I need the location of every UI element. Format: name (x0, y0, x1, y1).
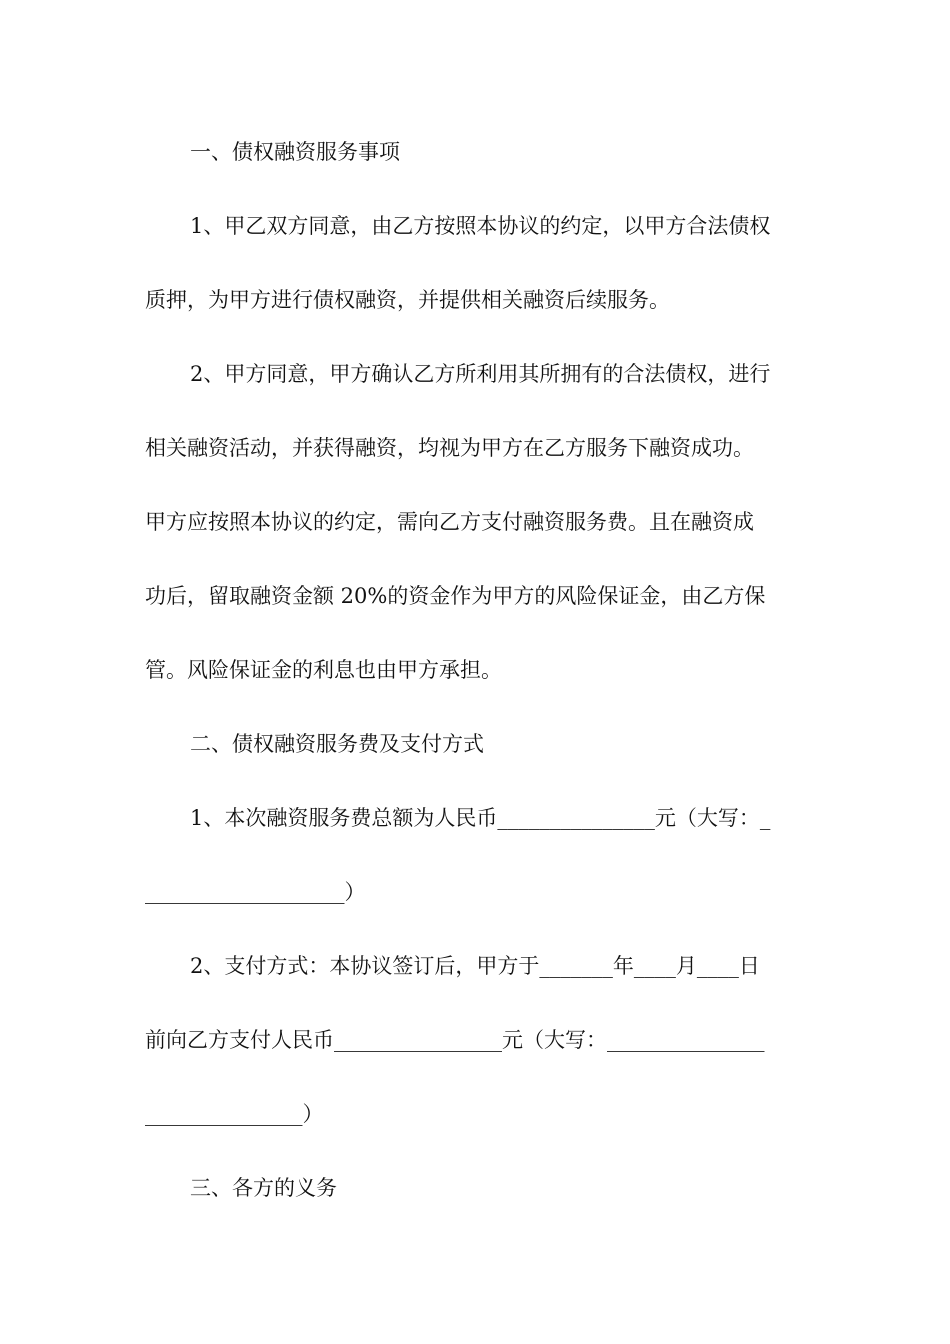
paragraph-line: ___________________） (145, 880, 366, 904)
paragraph-line: 1、本次融资服务费总额为人民币_______________元（大写：_ (190, 806, 771, 830)
paragraph-line: 管。风险保证金的利息也由甲方承担。 (145, 658, 502, 682)
paragraph-line: 2、甲方同意，甲方确认乙方所利用其所拥有的合法债权，进行 (190, 362, 771, 386)
paragraph-line: 前向乙方支付人民币________________元（大写：_______________ (145, 1028, 765, 1052)
paragraph-line: 相关融资活动，并获得融资，均视为甲方在乙方服务下融资成功。 (145, 436, 754, 460)
paragraph-line: _______________） (145, 1102, 324, 1126)
paragraph-line: 2、支付方式：本协议签订后，甲方于_______年____月____日 (190, 954, 760, 978)
section-heading-2: 二、债权融资服务费及支付方式 (190, 732, 484, 756)
section-heading-1: 一、债权融资服务事项 (190, 140, 400, 164)
paragraph-line: 1、甲乙双方同意，由乙方按照本协议的约定，以甲方合法债权 (190, 214, 771, 238)
paragraph-line: 甲方应按照本协议的约定，需向乙方支付融资服务费。且在融资成 (145, 510, 754, 534)
paragraph-line: 功后，留取融资金额 20%的资金作为甲方的风险保证金，由乙方保 (145, 584, 766, 608)
section-heading-3: 三、各方的义务 (190, 1176, 337, 1200)
paragraph-line: 质押，为甲方进行债权融资，并提供相关融资后续服务。 (145, 288, 670, 312)
